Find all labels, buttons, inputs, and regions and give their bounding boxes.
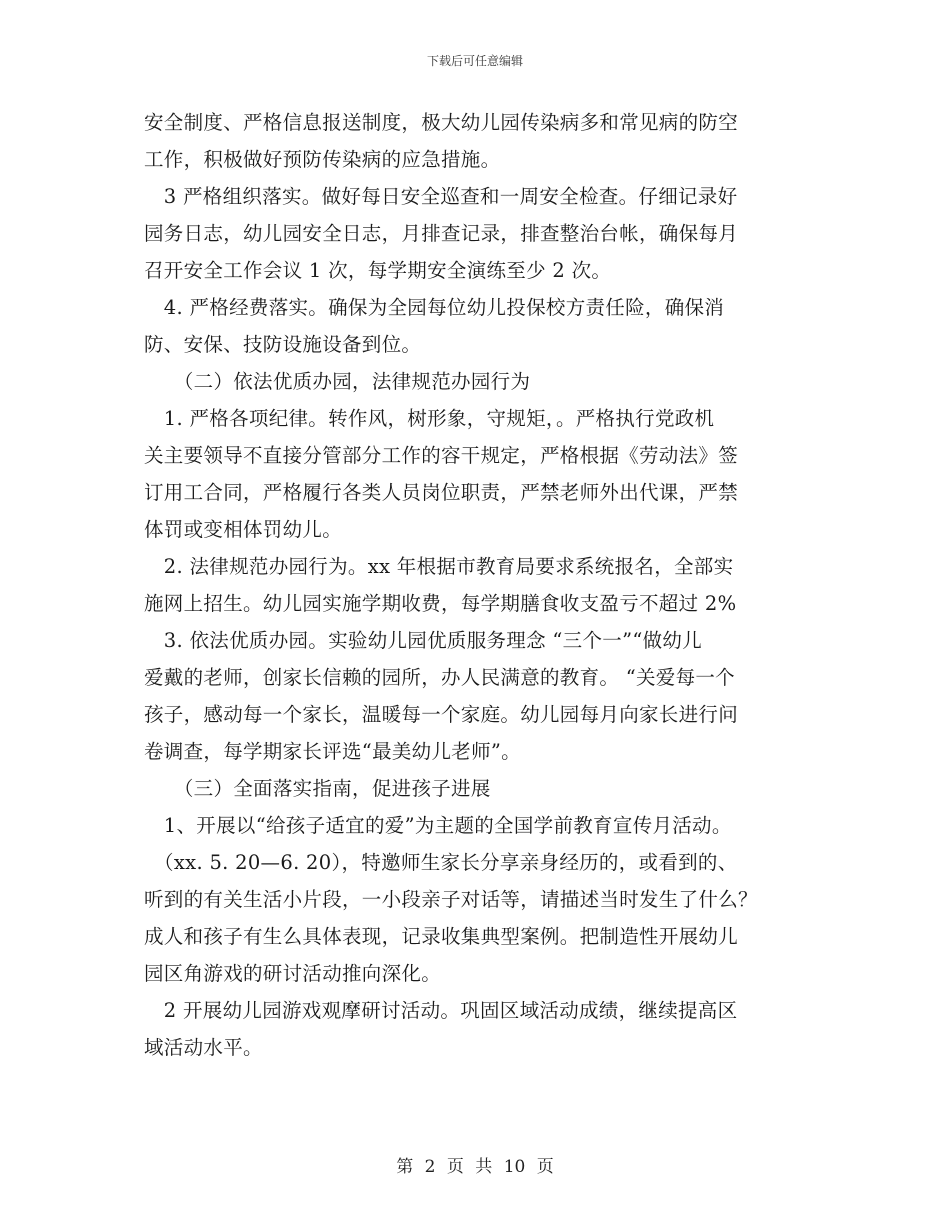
text-line: 爱戴的老师，创家长信赖的园所，办人民满意的教育。 “关爱每一个 (144, 666, 735, 689)
document-body (144, 104, 824, 1066)
text-line: 召开安全工作会议 1 次，每学期安全演练至少 2 次。 (144, 259, 612, 282)
text-line: 园区角游戏的研讨活动推向深化。 (144, 962, 442, 985)
text-line: 订用工合同，严格履行各类人员岗位职责，严禁老师外出代课，严禁 (144, 481, 739, 504)
text-line: 关主要领导不直接分管部分工作的容干规定，严格根据《劳动法》签 (144, 444, 739, 467)
section-heading: （二）依法优质办园，法律规范办园行为 (144, 370, 531, 393)
text-line: 2 开展幼儿园游戏观摩研讨活动。巩固区域活动成绩，继续提高区 (144, 999, 738, 1022)
text-line: 1、开展以“给孩子适宜的爱”为主题的全国学前教育宣传月活动。 (144, 814, 732, 837)
text-line: 4. 严格经费落实。确保为全园每位幼儿投保校方责任险，确保消 (144, 296, 725, 319)
text-line: 2. 法律规范办园行为。xx 年根据市教育局要求系统报名，全部实 (144, 555, 734, 578)
text-line: 施网上招生。幼儿园实施学期收费，每学期膳食收支盈亏不超过 2% (144, 592, 737, 615)
page-number: 第 2 页 共 10 页 (396, 1157, 554, 1177)
header-note: 下载后可任意编辑 (426, 54, 523, 68)
text-line: 安全制度、严格信息报送制度，极大幼儿园传染病多和常见病的防空 (144, 111, 739, 134)
text-line: 防、安保、技防设施设备到位。 (144, 333, 422, 356)
text-line: （xx. 5. 20—6. 20），特邀师生家长分享亲身经历的，或看到的、 (144, 851, 738, 874)
text-line: 1. 严格各项纪律。转作风，树形象，守规矩，。严格执行党政机 (144, 407, 715, 430)
text-line: 域活动水平。 (144, 1036, 263, 1059)
text-line: 工作，积极做好预防传染病的应急措施。 (144, 148, 501, 171)
text-line: 体罚或变相体罚幼儿。 (144, 518, 343, 541)
text-line: 3. 依法优质办园。实验幼儿园优质服务理念 “三个一”“做幼儿 (144, 629, 703, 652)
text-line: 成人和孩子有生么具体表现，记录收集典型案例。把制造性开展幼儿 (144, 925, 739, 948)
text-line: 园务日志，幼儿园安全日志，月排查记录，排查整治台帐，确保每月 (144, 222, 739, 245)
text-line: 卷调查，每学期家长评选“最美幼儿老师”。 (144, 740, 521, 763)
text-line: 3 严格组织落实。做好每日安全巡查和一周安全检查。仔细记录好 (144, 185, 738, 208)
text-line: 孩子，感动每一个家长，温暖每一个家庭。幼儿园每月向家长进行问 (144, 703, 739, 726)
text-line: 听到的有关生活小片段，一小段亲子对话等，请描述当时发生了什么？ (144, 888, 758, 911)
section-heading: （三）全面落实指南，促进孩子进展 (144, 777, 491, 800)
